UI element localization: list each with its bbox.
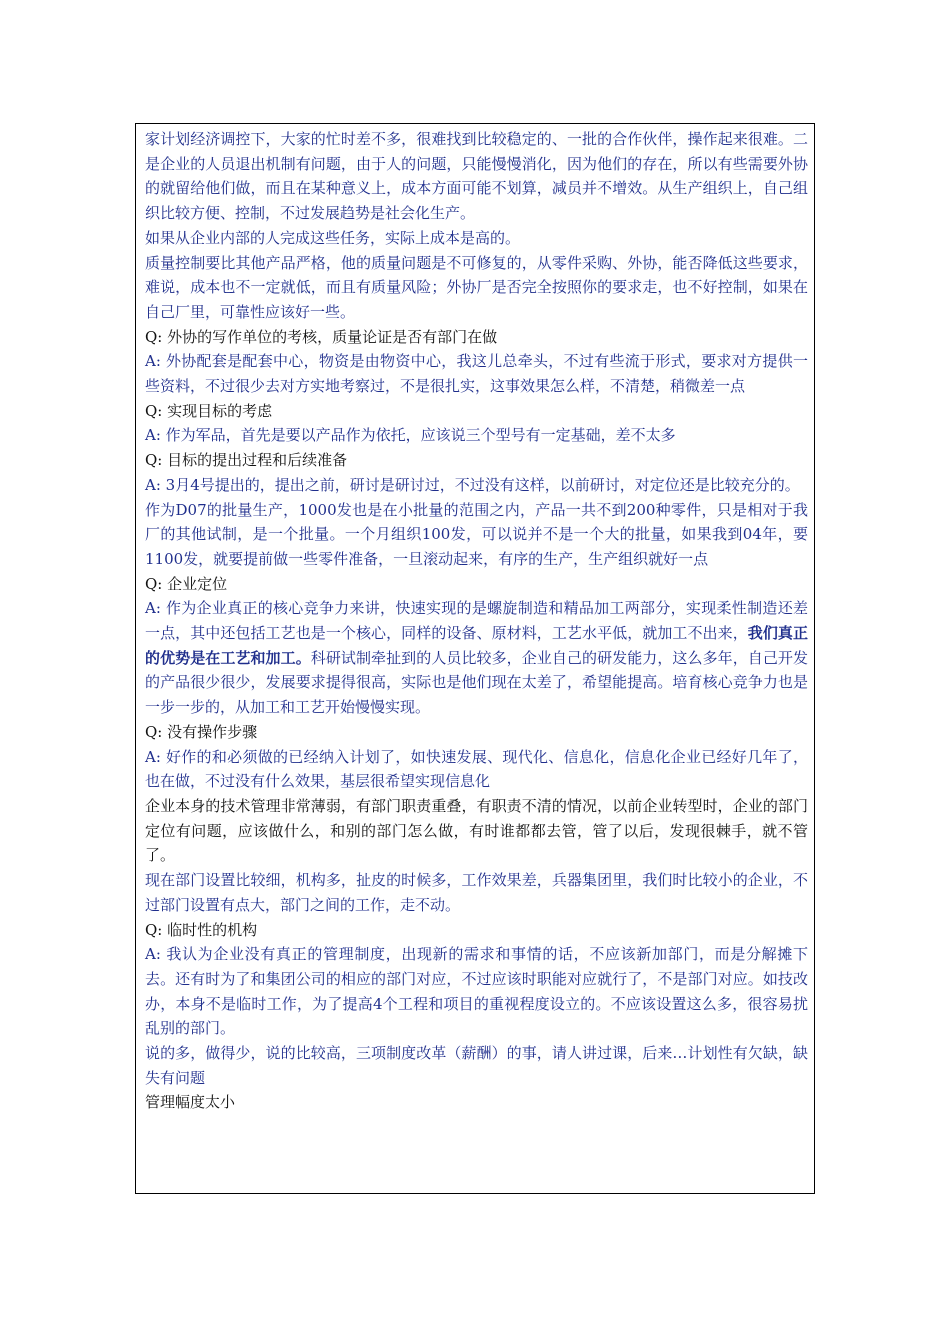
paragraph-d07: 作为D07的批量生产，1000发也是在小批量的范围之内，产品一共不到200种零件，只是相对于我厂的其他试制，是一个批量。一个月组织100发，可以说并不是一个大的批量，如果我到04年，要1100发，就要提前做一些零件准备，一旦滚动起来，有序的生产，生产组织就好一点 bbox=[145, 500, 808, 568]
document-frame bbox=[135, 123, 815, 1194]
question-3: Q: 目标的提出过程和后续准备 bbox=[145, 451, 348, 470]
answer-4-before: A: 作为企业真正的核心竞争力来讲，快速实现的是螺旋制造和精品加工两部分，实现柔性制造还差一点，其中还包括工艺也是一个核心，同样的设备、原材料，工艺水平低，就加工不出来， bbox=[145, 599, 808, 643]
answer-4-after: 科研试制牵扯到的人员比较多，企业自己的研发能力，这么多年，自己开发的产品很少很少，发展要求提得很高，实际也是他们现在太差了，希望能提高。培育核心竞争力也是一步一步的，从加工和工艺开始慢慢实现。 bbox=[145, 648, 808, 717]
answer-1: A: 外协配套是配套中心，物资是由物资中心，我这儿总牵头，不过有些流于形式，要求对方提供一些资料，不过很少去对方实地考察过，不是很扎实，这事效果怎么样，不清楚，稍微差一点 bbox=[145, 352, 808, 396]
paragraph-2: 如果从企业内部的人完成这些任务，实际上成本是高的。 bbox=[145, 228, 521, 247]
paragraph-1: 家计划经济调控下，大家的忙时差不多，很难找到比较稳定的、一批的合作伙伴，操作起来很难。二是企业的人员退出机制有问题，由于人的问题，只能慢慢消化，因为他们的存在，所以有些需要外协的就留给他们做，而且在某种意义上，成本方面可能不划算，减员并不增效。从生产组织上，自己组织比较方便、控制，不过发展趋势是社会化生产。 bbox=[145, 130, 808, 223]
answer-4-bold: 我们真正的优势是在工艺和加工。 bbox=[145, 624, 808, 667]
paragraph-3: 质量控制要比其他产品严格，他的质量问题是不可修复的，从零件采购、外协，能否降低这些要求，难说，成本也不一定就低，而且有质量风险；外协厂是否完全按照你的要求走，也不好控制，如果在自己厂里，可靠性应该好一些。 bbox=[145, 253, 808, 321]
answer-3: A: 3月4号提出的，提出之前，研讨是研讨过，不过没有这样，以前研讨，对定位还是比较充分的。 bbox=[145, 475, 800, 494]
paragraph-department-setup: 现在部门设置比较细，机构多，扯皮的时候多，工作效果差，兵器集团里，我们时比较小的企业，不过部门设置有点大，部门之间的工作，走不动。 bbox=[145, 871, 808, 914]
question-6: Q: 临时性的机构 bbox=[145, 920, 258, 939]
question-1: Q: 外协的写作单位的考核，质量论证是否有部门在做 bbox=[145, 327, 498, 346]
paragraph-reform: 说的多，做得少，说的比较高，三项制度改革（薪酬）的事，请人讲过课，后来…计划性有欠缺，缺失有问题 bbox=[145, 1044, 808, 1087]
paragraph-management-span: 管理幅度太小 bbox=[145, 1093, 236, 1112]
question-5: Q: 没有操作步骤 bbox=[145, 722, 258, 741]
answer-2: A: 作为军品，首先是要以产品作为依托，应该说三个型号有一定基础，差不太多 bbox=[145, 426, 676, 445]
paragraph-tech-management: 企业本身的技术管理非常薄弱，有部门职责重叠，有职责不清的情况，以前企业转型时，企业的部门定位有问题，应该做什么，和别的部门怎么做，有时谁都都去管，管了以后，发现很棘手，就不管了。 bbox=[145, 796, 808, 865]
answer-6: A: 我认为企业没有真正的管理制度，出现新的需求和事情的话，不应该新加部门，而是分解摊下去。还有时为了和集团公司的相应的部门对应，不过应该时职能对应就行了，不是部门对应。如技改办，本身不是临时工作，为了提高4个工程和项目的重视程度设立的。不应该设置这么多，很容易扰乱别的部门。 bbox=[145, 945, 808, 1038]
question-4: Q: 企业定位 bbox=[145, 574, 228, 593]
question-2: Q: 实现目标的考虑 bbox=[145, 401, 273, 420]
answer-5: A: 好作的和必须做的已经纳入计划了，如快速发展、现代化、信息化，信息化企业已经好几年了，也在做，不过没有什么效果，基层很希望实现信息化 bbox=[145, 747, 808, 791]
answer-4 bbox=[145, 596, 808, 720]
